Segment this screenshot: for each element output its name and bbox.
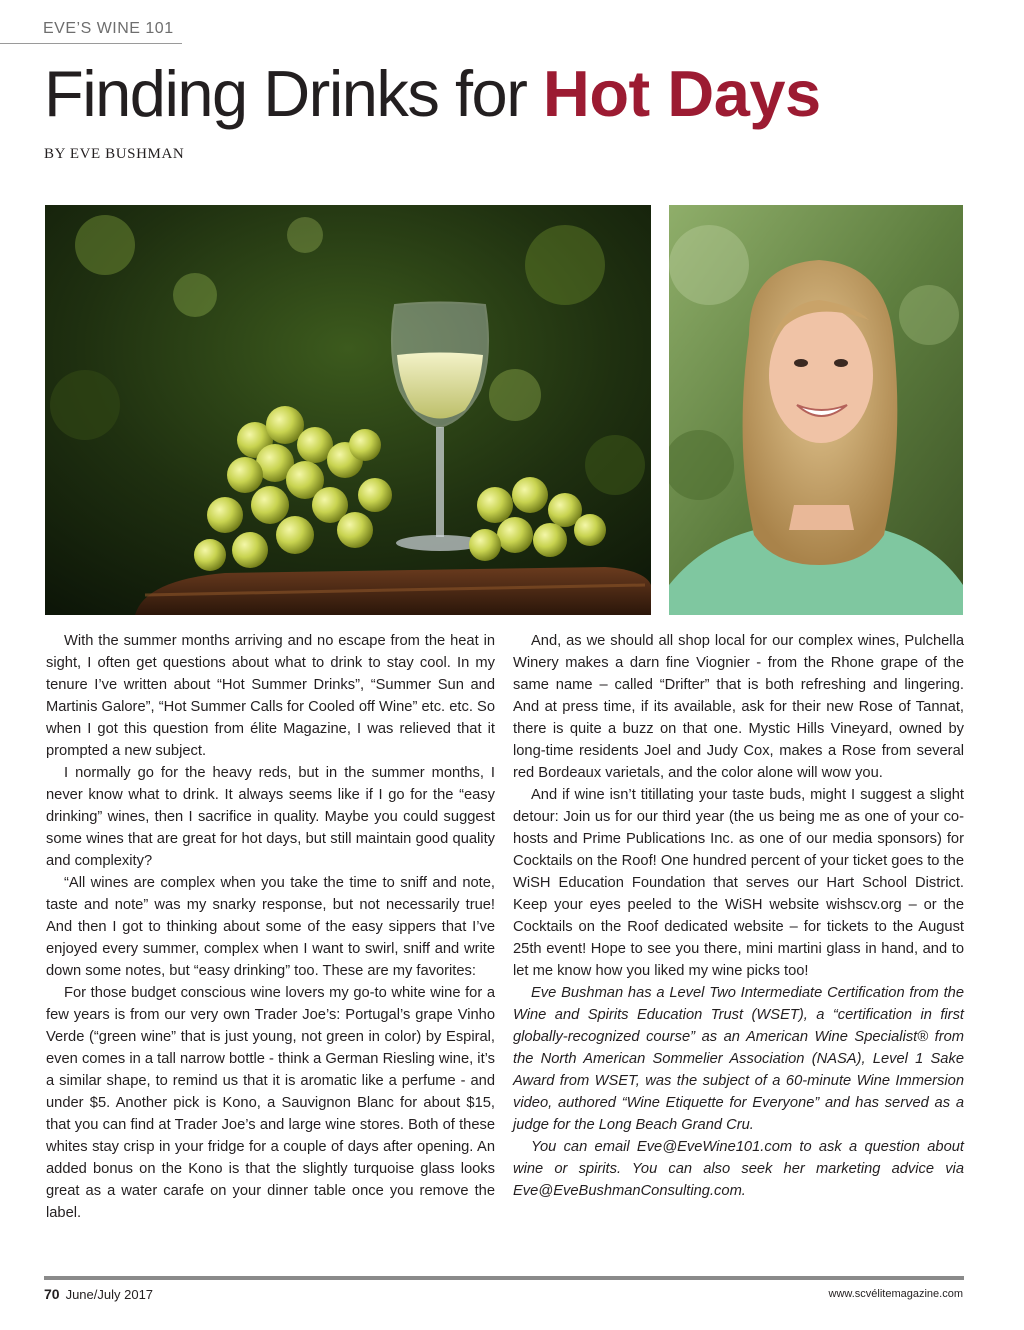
footer-rule xyxy=(44,1276,964,1280)
article-paragraph: For those budget conscious wine lovers my go-to white wine for a few years is from our very own Trader Joe’s: Portugal’s grape Vinho Verde (“green wine” that is just young, not green in color) by Espiral, even comes in a tall narrow bottle - think a German Riesling wine, it’s a similar shape, to remind us that it is aromatic like a perfume - and under $5. Another pick is Kono, a Sauvignon Blanc for about $15, that you can find at Trader Joe’s and large wine stores. Both of these whites stay crisp in your fridge for a couple of days after opening. An added bonus on the Kono is that the slightly turquoise glass looks great as a water carafe on your dinner table once you remove the label. xyxy=(46,985,495,1221)
section-tag xyxy=(0,18,182,44)
author-bio: Eve Bushman has a Level Two Intermediate Certification from the Wine and Spirits Education Trust (WSET), a “certification in first globally-recognized course” as an American Wine Specialist® from the North American Sommelier Association (NASA), Level 1 Sake Award from WSET, was the subject of a 60-minute Wine Immersion video, authored “Wine Etiquette for Everyone” and has served as a judge for the Long Beach Grand Cru. xyxy=(513,985,964,1133)
article-paragraph: And, as we should all shop local for our complex wines, Pulchella Winery makes a darn fine Viognier - from the Rhone grape of the same name – called “Drifter” that is both refreshing and lingering. And at press time, if its available, ask for their new Rose of Tannat, there is quite a buzz on that one. Mystic Hills Vineyard, owned by long-time residents Joel and Judy Cox, makes a Rose from several red Bordeaux varietals, and the color alone will wow you. xyxy=(513,633,964,781)
byline: BY EVE BUSHMAN xyxy=(44,146,185,162)
author-contact: You can email Eve@EveWine101.com to ask a question about wine or spirits. You can also seek her marketing advice via Eve@EveBushmanConsulting.com. xyxy=(513,1139,964,1199)
headline-accent: Hot Days xyxy=(542,57,821,130)
section-tag-label: EVE’S WINE 101 xyxy=(43,20,174,37)
article-column-right xyxy=(513,630,964,1202)
article-headline xyxy=(44,54,821,134)
article-paragraph: “All wines are complex when you take the time to sniff and note, taste and note” was my snarky response, but not necessarily true! And then I got to thinking about some of the easy sippers that I’ve enjoyed every summer, complex when I want to swirl, sniff and write down some notes, but “easy drinking” too. These are my favorites: xyxy=(46,875,495,979)
wine-glass-and-grapes-photo xyxy=(45,205,651,615)
issue-date: June/July 2017 xyxy=(65,1287,154,1302)
article-paragraph: With the summer months arriving and no escape from the heat in sight, I often get questions about what to drink to stay cool. In my tenure I’ve written about “Hot Summer Drinks”, “Summer Sun and Martinis Galore”, “Hot Summer Calls for Cooled off Wine” etc. etc. So when I got this question from élite Magazine, I was relieved that it prompted a new subject. xyxy=(46,633,495,759)
headline-main: Finding Drinks for xyxy=(44,57,543,130)
footer-website: www.scvélitemagazine.com xyxy=(828,1288,963,1300)
article-paragraph: And if wine isn’t titillating your taste buds, might I suggest a slight detour: Join us for our third year (the us being me as one of your co-hosts and Prime Publications Inc. as one of our media sponsors) for Cocktails on the Roof! One hundred percent of your ticket goes to the WiSH Education Foundation that serves our Hart School District. Keep your eyes peeled to the WiSH website wishscv.org – or the Cocktails on the Roof dedicated website – for tickets to the August 25th event! Hope to see you there, mini martini glass in hand, and to let me know how you liked my wine picks too! xyxy=(513,787,964,979)
article-paragraph: I normally go for the heavy reds, but in the summer months, I never know what to drink. It always seems like if I go for the “easy drinking” wines, then I sacrifice in quality. Maybe you could suggest some wines that are great for hot days, but still maintain good quality and complexity? xyxy=(46,765,495,869)
page-number: 70 xyxy=(44,1286,60,1302)
footer-folio xyxy=(44,1286,153,1302)
author-portrait-photo xyxy=(669,205,963,615)
article-column-left xyxy=(46,630,495,1224)
